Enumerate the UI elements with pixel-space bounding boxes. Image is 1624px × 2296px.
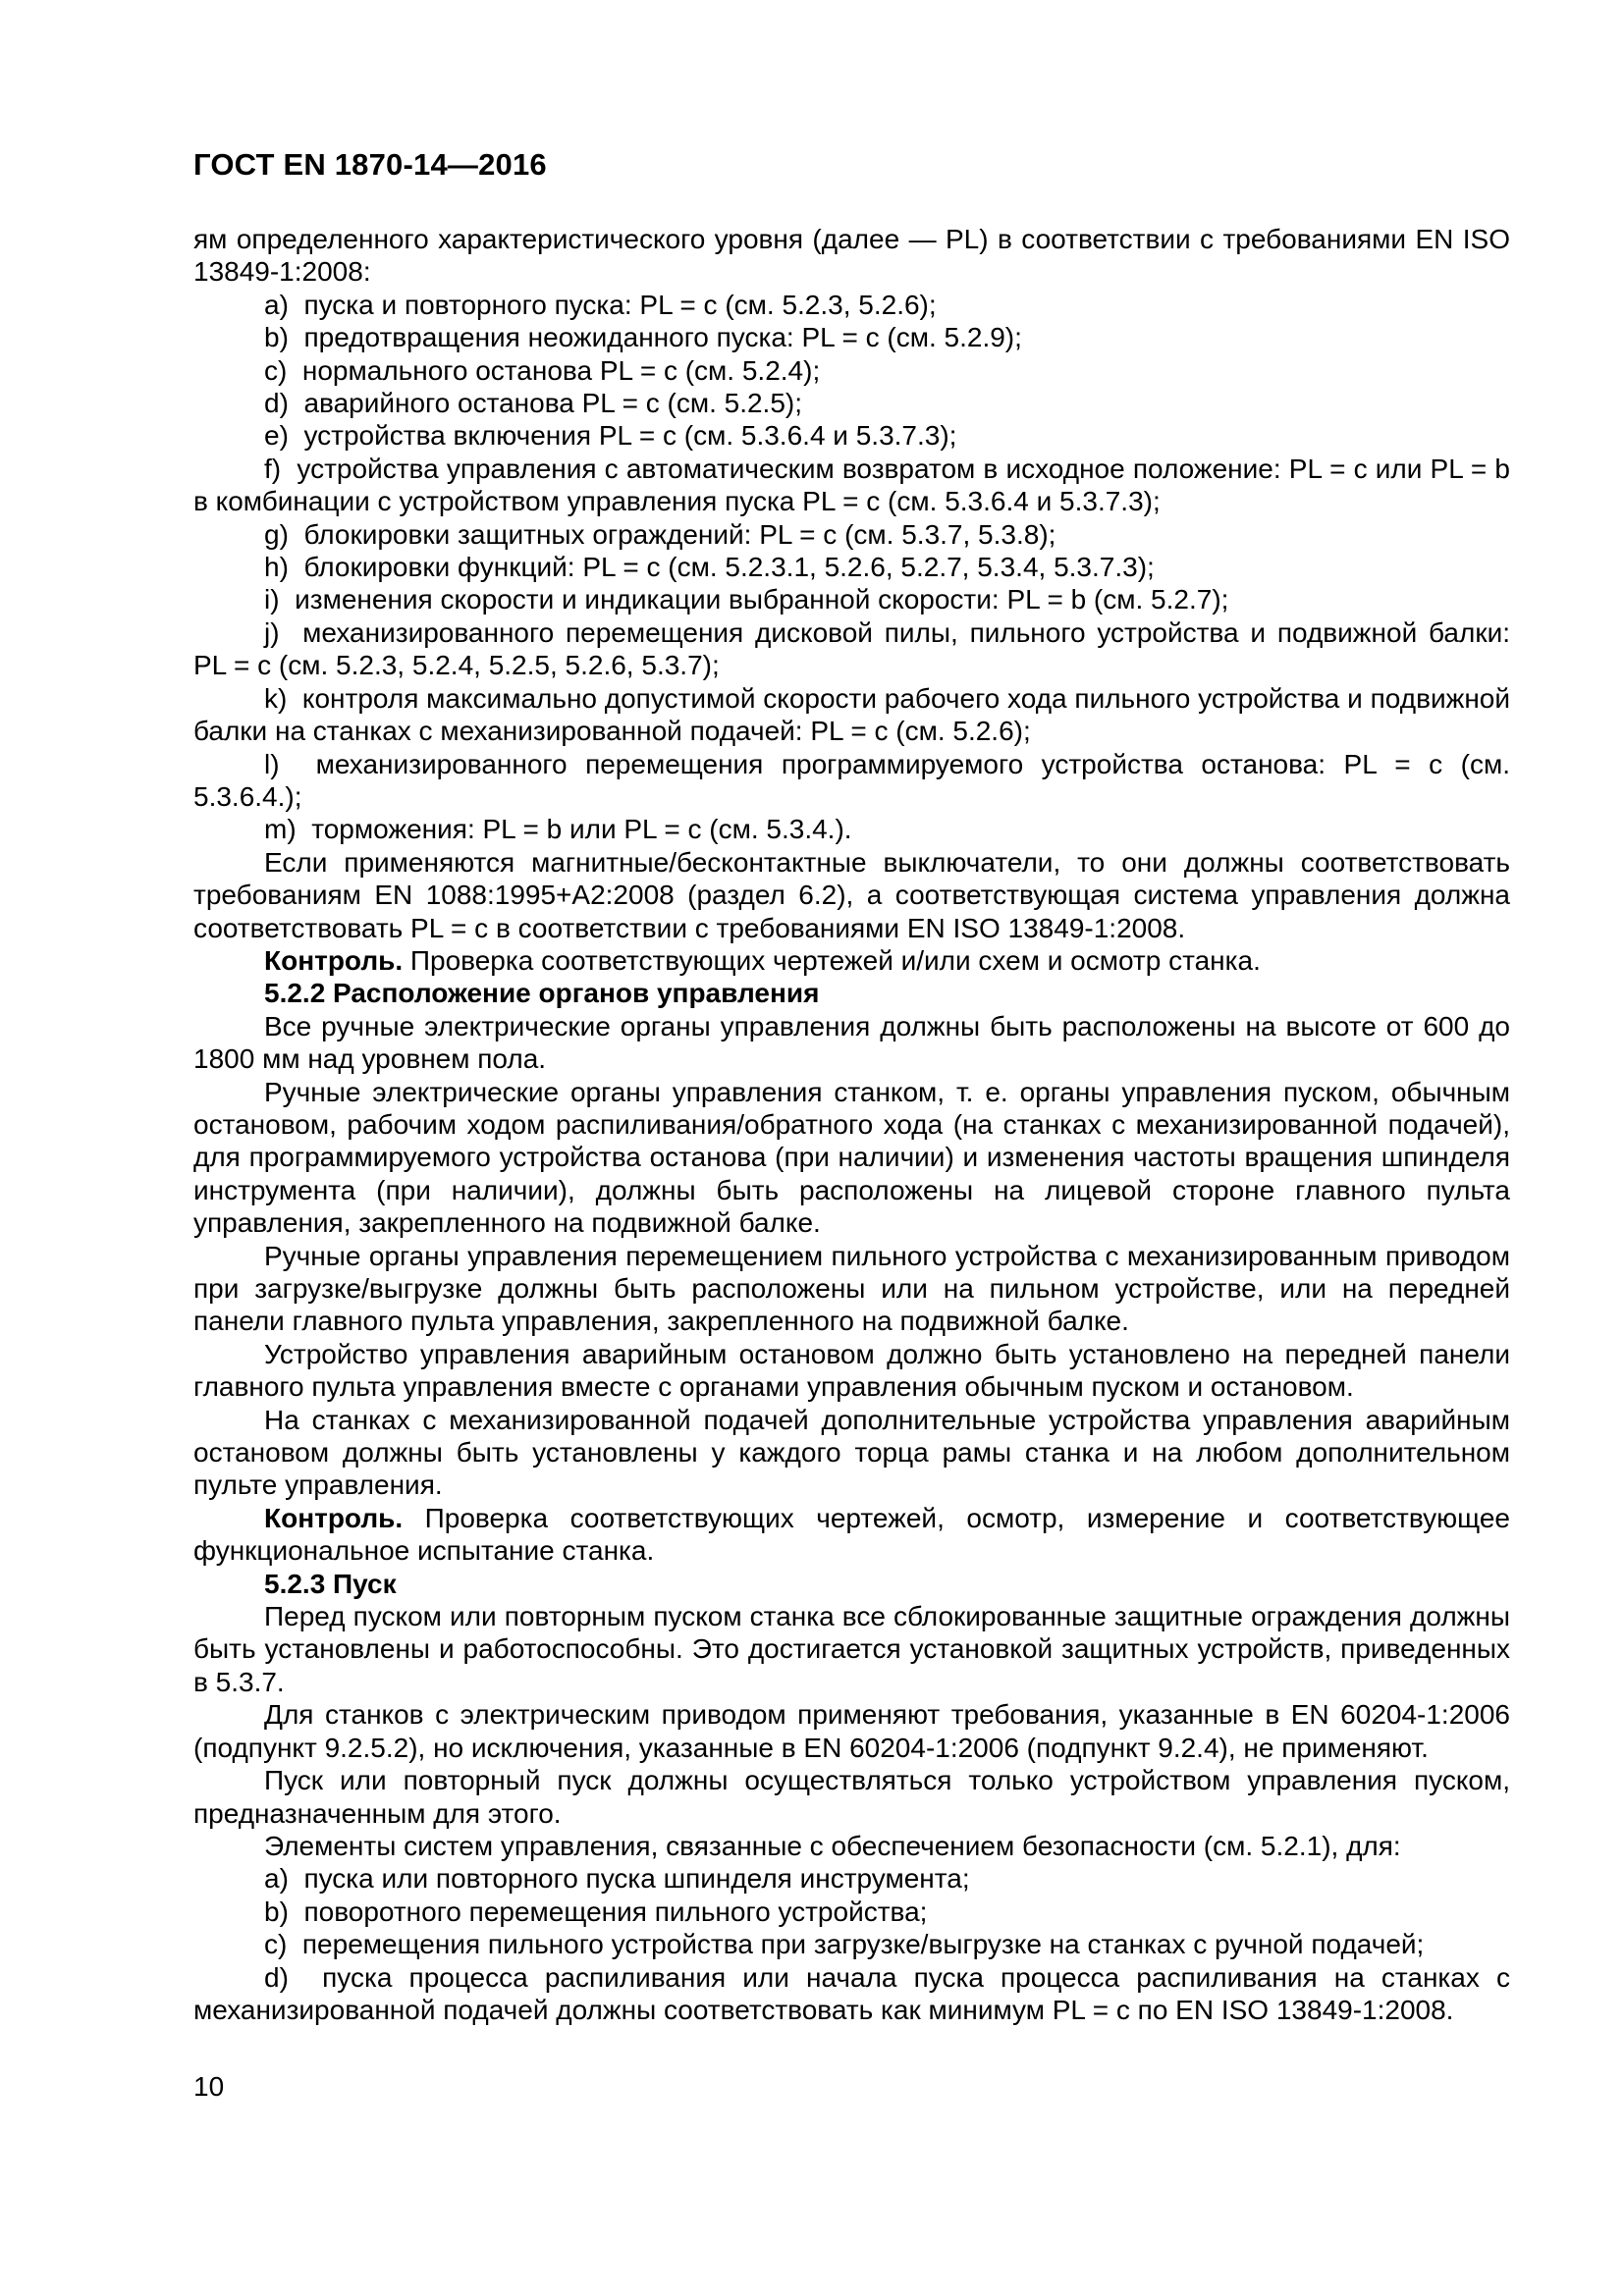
heading: 5.2.2 Расположение органов управления (264, 978, 820, 1009)
list-item: l) механизированного перемещения программируемого устройства останова: PL = c (см. 5.3.6.4.); (193, 748, 1510, 812)
list-item: c) перемещения пильного устройства при загрузке/выгрузке на станках с ручной подачей; (264, 1929, 1425, 1960)
list-item: d) пуска процесса распиливания или начала пуска процесса распиливания на станках с механизированной подачей должны соответствовать как минимум PL = c по EN ISO 13849-1:2008. (193, 1961, 1510, 2025)
paragraph: Контроль. Проверка соответствующих чертежей и/или схем и осмотр станка. (264, 944, 1261, 976)
paragraph: ям определенного характеристического уровня (далее — PL) в соответствии с требованиями EN ISO 13849-1:2008: (193, 224, 1510, 288)
list-item: a) пуска и повторного пуска: PL = c (см. 5.2.3, 5.2.6); (264, 289, 937, 320)
list-item: c) нормального останова PL = c (см. 5.2.4); (264, 354, 821, 386)
list-item: b) предотвращения неожиданного пуска: PL = c (см. 5.2.9); (264, 322, 1022, 353)
bold-lead: Контроль. (264, 1502, 425, 1533)
paragraph: Все ручные электрические органы управления должны быть расположены на высоте от 600 до 1800 мм над уровнем пола. (193, 1010, 1510, 1075)
paragraph: Устройство управления аварийным остановом должно быть установлено на передней панели главного пульта управления вместе с органами управления обычным пуском и остановом. (193, 1338, 1510, 1403)
list-item: g) блокировки защитных ограждений: PL = c (см. 5.3.7, 5.3.8); (264, 518, 1056, 550)
list-item: a) пуска или повторного пуска шпинделя инструмента; (264, 1863, 970, 1895)
bold-lead: Контроль. (264, 944, 410, 976)
list-item: k) контроля максимально допустимой скорости рабочего хода пильного устройства и подвижной балки на станках с механизированной подачей: PL = c (см. 5.2.6); (193, 682, 1510, 747)
list-item: h) блокировки функций: PL = c (см. 5.2.3.1, 5.2.6, 5.2.7, 5.3.4, 5.3.7.3); (264, 552, 1155, 583)
list-item: d) аварийного останова PL = c (см. 5.2.5); (264, 388, 803, 419)
paragraph: Перед пуском или повторным пуском станка все сблокированные защитные ограждения должны быть установлены и работоспособны. Это достигается установкой защитных устройств, приведенных в 5.3.7. (193, 1601, 1510, 1697)
paragraph: Для станков с электрическим приводом применяют требования, указанные в EN 60204-1:2006 (подпункт 9.2.5.2), но исключения, указанные в EN 60204-1:2006 (подпункт 9.2.4), не применяют. (193, 1699, 1510, 1763)
paragraph: На станках с механизированной подачей дополнительные устройства управления аварийным остановом должны быть установлены у каждого торца рамы станка и на любом дополнительном пульте управления. (193, 1404, 1510, 1501)
list-item: b) поворотного перемещения пильного устройства; (264, 1896, 928, 1927)
paragraph: Пуск или повторный пуск должны осуществляться только устройством управления пуском, предназначенным для этого. (193, 1765, 1510, 1829)
paragraph: Контроль. Проверка соответствующих чертежей, осмотр, измерение и соответствующее функциональное испытание станка. (193, 1502, 1511, 1567)
document-body (193, 223, 1510, 2026)
document-header: ГОСТ EN 1870-14—2016 (193, 147, 547, 182)
heading: 5.2.3 Пуск (264, 1568, 397, 1599)
paragraph: Ручные органы управления перемещением пильного устройства с механизированным приводом при загрузке/выгрузке должны быть расположены или на пильном устройстве, или на передней панели главного пульта управления, закрепленного на подвижной балке. (193, 1240, 1510, 1337)
paragraph: Элементы систем управления, связанные с обеспечением безопасности (см. 5.2.1), для: (264, 1830, 1401, 1861)
list-item: e) устройства включения PL = c (см. 5.3.6.4 и 5.3.7.3); (264, 420, 957, 452)
list-item: m) торможения: PL = b или PL = c (см. 5.3.4.). (264, 814, 852, 845)
list-item: f) устройства управления с автоматическим возвратом в исходное положение: PL = c или PL = b в комбинации с устройством управления пуска PL = c (см. 5.3.6.4 и 5.3.7.3); (193, 453, 1510, 517)
paragraph: Ручные электрические органы управления станком, т. е. органы управления пуском, обычным остановом, рабочим ходом распиливания/обратного хода (на станках с механизированной подачей), для программируемого устройства останова (при наличии) и изменения частоты вращения шпинделя инструмента (при наличии), должны быть расположены на лицевой стороне главного пульта управления, закрепленного на подвижной балке. (193, 1076, 1510, 1239)
list-item: j) механизированного перемещения дисковой пилы, пильного устройства и подвижной балки: PL = c (см. 5.2.3, 5.2.4, 5.2.5, 5.2.6, 5.3.7); (193, 616, 1510, 681)
list-item: i) изменения скорости и индикации выбранной скорости: PL = b (см. 5.2.7); (264, 584, 1229, 615)
paragraph: Если применяются магнитные/бесконтактные выключатели, то они должны соответствовать требованиям EN 1088:1995+A2:2008 (раздел 6.2), а соответствующая система управления должна соответствовать PL = c в соответствии с требованиями EN ISO 13849-1:2008. (193, 846, 1510, 943)
page-number: 10 (193, 2071, 225, 2102)
